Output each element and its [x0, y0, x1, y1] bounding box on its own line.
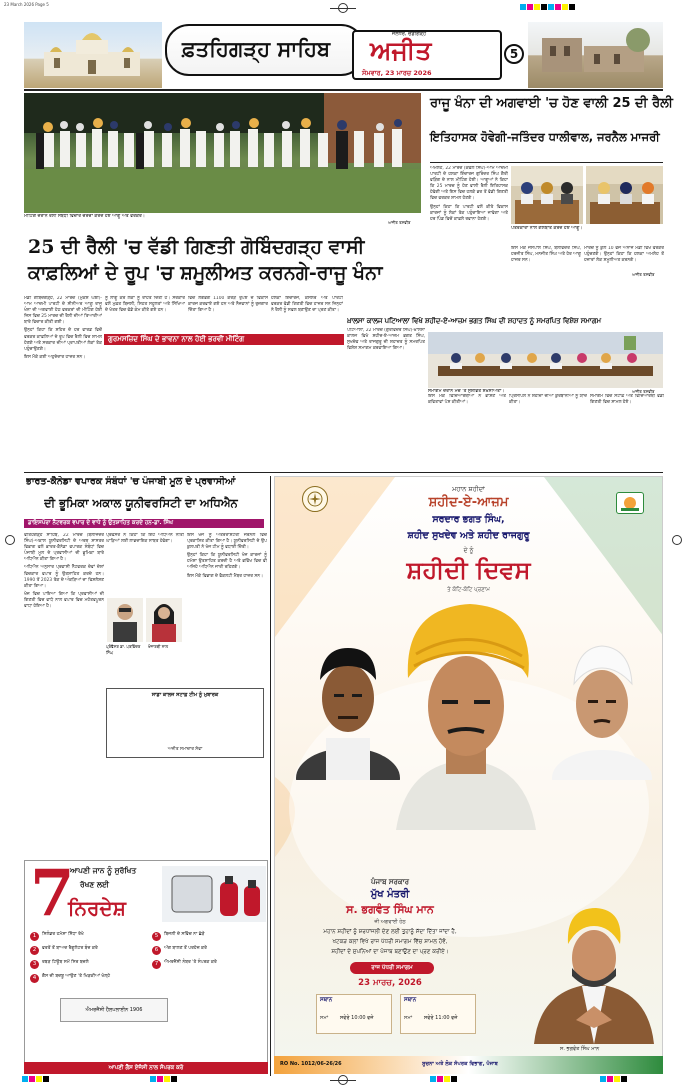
khalsa-credit: ਅਜੀਤ ਤਸਵੀਰ — [632, 389, 655, 394]
ad-footer: ਸੂਚਨਾ ਅਤੇ ਲੋਕ ਸੰਪਰਕ ਵਿਭਾਗ, ਪੰਜਾਬ — [422, 1061, 498, 1067]
left-story-photo-caption-2: ਖੋਜਾਰਥੀ ਨਾਲ — [148, 644, 169, 649]
right-story-column-1: ਅਮਲੋਹ, 22 ਮਾਰਚ (ਕੇਵਲ ਸਿੰਘ)-ਆਮ ਆਦਮੀ ਪਾਰਟੀ ਦੇ ਹਲਕਾ ਇੰਚਾਰਜ ਗੁਰਿੰਦਰ ਸਿੰਘ ਗੈਰੀ ਵੜਿੰਗ ਦੇ ਨਾਲ ਮੀਟਿੰਗ ਹੋਈ। ਆਗੂਆਂ ਨੇ ਕਿਹਾ ਕਿ 25 ਮਾਰਚ ਨੂੰ ਹੋਣ ਵਾਲੀ ਰੈਲੀ ਇਤਿਹਾਸਕ ਹੋਵੇਗੀ ਅਤੇ ਇਸ ਵਿਚ ਹਲਕੇ ਭਰ ਤੋਂ ਵੱਡੀ ਗਿਣਤੀ ਵਿਚ ਵਰਕਰ ਸ਼ਾਮਲ ਹੋਣਗੇ। ਉਨ੍ਹਾਂ ਕਿਹਾ ਕਿ ਪਾਰਟੀ ਵਲੋਂ ਕੀਤੇ ਵਿਕਾਸ ਕਾਰਜਾਂ ਨੂੰ ਲੋਕਾਂ ਤੱਕ ਪਹੁੰਚਾਇਆ ਜਾਵੇਗਾ ਅਤੇ ਹਰ ਪਿੰਡ ਵਿਚੋਂ ਕਾਫ਼ਲੇ ਰਵਾਨਾ ਹੋਣਗੇ। — [430, 166, 508, 222]
left-story-column-2: ਪ੍ਰੋਫੈਸਰ ਨੇ ਕਿਹਾ ਕਿ ਇਹ ਅਧਿਐਨ ਨੀਤੀ ਘਾੜਿਆਂ ਲਈ ਲਾਭਦਾਇਕ ਸਾਬਤ ਹੋਵੇਗਾ। — [106, 533, 184, 545]
portrait-sukhdev — [552, 640, 652, 780]
left-column-divider — [270, 476, 271, 1076]
safety-item: 6 ਅੱਗ ਬਾਲਣ ਤੋਂ ਪਰਹੇਜ਼ ਕਰੋ — [152, 946, 264, 955]
ad-invite: ਜੀ ਅਗਵਾਈ ਹੇਠ — [374, 919, 406, 925]
section-rule — [24, 472, 663, 473]
ad-venue-time-1: ਸਵੇਰੇ 10:00 ਵਜੇ — [340, 1015, 374, 1021]
ad-line-1: ਸ਼ਹੀਦ-ਏ-ਆਜ਼ਮ — [428, 495, 509, 510]
ad-cm-label: ਮੁੱਖ ਮੰਤਰੀ — [370, 889, 410, 900]
right-story-photo-1 — [511, 166, 583, 224]
left-story-notice-title: ਸਾਡਾ ਕਾਲਜ ਸਟਾਫ਼ ਟੀਮ ਨੂੰ ਮੁਬਾਰਕ — [151, 692, 219, 698]
ad-venue-time-label-1: ਸਮਾਂ — [320, 1015, 329, 1021]
color-bar — [520, 4, 576, 10]
left-story-column-1: ਫਤਿਹਗੜ੍ਹ ਸਾਹਿਬ, 22 ਮਾਰਚ (ਬਲਜਿੰਦਰ ਸਿੰਘ)-ਅਕਾਲ ਯੂਨੀਵਰਸਿਟੀ ਦੇ ਅਰਥ ਸ਼ਾਸਤਰ ਵਿਭਾਗ ਵਲੋਂ ਭਾਰਤ-ਕੈਨੇਡਾ ਵਪਾਰਕ ਸੰਬੰਧਾਂ ਵਿਚ ਪੰਜਾਬੀ ਮੂਲ ਦੇ ਪ੍ਰਵਾਸੀਆਂ ਦੀ ਭੂਮਿਕਾ ਬਾਰੇ ਅਧਿਐਨ ਕੀਤਾ ਗਿਆ ਹੈ। ਅਧਿਐਨ ਅਨੁਸਾਰ ਪ੍ਰਵਾਸੀ ਨੈੱਟਵਰਕ ਦੋਵਾਂ ਦੇਸ਼ਾਂ ਵਿਚਕਾਰ ਵਪਾਰ ਨੂੰ ਉਤਸ਼ਾਹਿਤ ਕਰਦੇ ਹਨ। 1990 ਤੋਂ 2023 ਤੱਕ ਦੇ ਅੰਕੜਿਆਂ ਦਾ ਵਿਸ਼ਲੇਸ਼ਣ ਕੀਤਾ ਗਿਆ। ਖੋਜ ਵਿਚ ਪਾਇਆ ਗਿਆ ਕਿ ਪ੍ਰਵਾਸੀਆਂ ਦੀ ਗਿਣਤੀ ਵਿਚ ਵਾਧੇ ਨਾਲ ਵਪਾਰ ਵਿਚ ਮਹੱਤਵਪੂਰਨ ਵਾਧਾ ਹੋਇਆ ਹੈ। — [24, 533, 104, 610]
right-story-column-2: ਇਸ ਮੌਕੇ ਜਸਪਾਲ ਸਿੰਘ, ਬਲਵਿੰਦਰ ਸਿੰਘ, ਹਰਜੀਤ ਸਿੰਘ, ਮਨਜੀਤ ਸਿੰਘ ਅਤੇ ਹੋਰ ਆਗੂ ਹਾਜ਼ਰ ਸਨ। — [511, 246, 581, 264]
khalsa-column-4: ਸਮਾਗਮ ਵਿਚ ਸਟਾਫ਼ ਅਤੇ ਵਿਦਿਆਰਥੀ ਵੱਡੀ ਗਿਣਤੀ ਵਿਚ ਸ਼ਾਮਲ ਹੋਏ। — [590, 394, 664, 406]
page-number-badge: 5 — [504, 44, 524, 64]
right-story-credit: ਅਜੀਤ ਤਸਵੀਰ — [632, 272, 655, 277]
section-title: ਫ਼ਤਹਿਗੜ੍ਹ ਸਾਹਿਬ — [182, 36, 331, 61]
lead-photo — [24, 93, 421, 213]
khalsa-photo — [428, 332, 663, 388]
right-story-rule — [430, 162, 663, 163]
safety-item: 3 ਰਬੜ ਟਿਊਬ ਸਮੇਂ ਸਿਰ ਬਦਲੋ — [30, 960, 138, 969]
issue-date: ਸੋਮਵਾਰ, 23 ਮਾਰਚ 2026 — [362, 69, 432, 77]
khalsa-photo-caption: ਸਮਾਗਮ ਦੌਰਾਨ ਮੰਚ 'ਤੇ ਸੁਸ਼ੋਭਿਤ ਸ਼ਖ਼ਸੀਅਤਾਂ। — [428, 389, 505, 394]
safety-ad-number: 7 — [30, 856, 75, 931]
ad-event-badge: ਰਾਜ ਪੱਧਰੀ ਸਮਾਗਮ — [350, 962, 434, 974]
ad-line-2: ਸਰਦਾਰ ਭਗਤ ਸਿੰਘ, — [432, 514, 505, 525]
main-story-column-2: ਨੂੰ ਲਾਗੂ ਕਰ ਲੋਕਾਂ ਨੂੰ ਰਾਹਤ ਦਿੱਤੀ ਹੈ। ਸਰਕਾਰ ਵਲੋਂ ਮੁਫ਼ਤ ਬਿਜਲੀ, ਸਿਹਤ ਸਹੂਲਤਾਂ ਅਤੇ ਸਿੱਖਿਆ ਦੇ ਖੇਤਰ ਵਿਚ ਵੱਡੇ ਕੰਮ ਕੀਤੇ ਗਏ ਹਨ। — [105, 296, 185, 314]
safety-ad-top-line-2: ਰੱਖਣ ਲਈ — [80, 880, 109, 889]
left-story-column-3: ਇਸ ਖੋਜ ਨੂੰ ਅੰਤਰਰਾਸ਼ਟਰੀ ਜਰਨਲ ਵਿਚ ਪ੍ਰਕਾਸ਼ਿਤ ਕੀਤਾ ਗਿਆ ਹੈ। ਯੂਨੀਵਰਸਿਟੀ ਦੇ ਉਪ ਕੁਲਪਤੀ ਨੇ ਖੋਜ ਟੀਮ ਨੂੰ ਵਧਾਈ ਦਿੱਤੀ। ਉਨ੍ਹਾਂ ਕਿਹਾ ਕਿ ਯੂਨੀਵਰਸਿਟੀ ਖੋਜ ਕਾਰਜਾਂ ਨੂੰ ਹਮੇਸ਼ਾ ਉਤਸ਼ਾਹਿਤ ਕਰਦੀ ਹੈ ਅਤੇ ਭਵਿੱਖ ਵਿਚ ਵੀ ਅਜਿਹੇ ਅਧਿਐਨ ਜਾਰੀ ਰਹਿਣਗੇ। ਇਸ ਮੌਕੇ ਵਿਭਾਗ ਦੇ ਫੈਕਲਟੀ ਮੈਂਬਰ ਹਾਜ਼ਰ ਸਨ। — [187, 533, 267, 579]
left-story-photo-caption-1: ਪ੍ਰੋਫੈਸਰ ਡਾ. ਪਰਵਿੰਦਰ ਸਿੰਘ — [106, 644, 141, 655]
ad-venue-time-2: ਸਵੇਰੇ 11:00 ਵਜੇ — [424, 1015, 458, 1021]
ad-venue-label-2: ਸਥਾਨ — [404, 997, 417, 1003]
ad-line-4: ਦੇ ਨੂੰ — [463, 547, 474, 554]
khalsa-column-2: ਇਸ ਮੌਕੇ ਵਿਦਿਆਰਥੀਆਂ ਨੇ ਭਾਸ਼ਣ ਅਤੇ ਕਵਿਤਾਵਾਂ ਪੇਸ਼ ਕੀਤੀਆਂ। — [428, 394, 506, 406]
registration-line — [330, 1080, 356, 1081]
header-rule — [24, 89, 663, 91]
header-left-photo — [24, 22, 162, 88]
ad-invite-text-3: ਸ਼ਹੀਦਾਂ ਦੇ ਸੁਪਨਿਆਂ ਦਾ ਪੰਜਾਬ ਬਣਾਉਣ ਦਾ ਪ੍ਰਣ ਕਰੀਏ। — [331, 949, 449, 955]
safety-ad-top-line-1: ਆਪਣੀ ਜਾਨ ਨੂੰ ਸੁਰੱਖਿਤ — [70, 866, 137, 875]
left-story-headline-1: ਭਾਰਤ-ਕੈਨੇਡਾ ਵਪਾਰਕ ਸੰਬੰਧਾਂ 'ਚ ਪੰਜਾਬੀ ਮੂਲ ਦੇ ਪ੍ਰਵਾਸੀਆਂ — [26, 476, 236, 487]
right-story-headline-1: ਰਾਜੂ ਖੰਨਾ ਦੀ ਅਗਵਾਈ 'ਚ ਹੋਣ ਵਾਲੀ 25 ਦੀ ਰੈਲੀ — [430, 96, 673, 111]
main-story-column-4: ਹਲਕਾ ਇੰਚਾਰਜ, ਕੌਂਸਲਰ ਅਤੇ ਪਾਰਟੀ ਵਰਕਰ ਵੱਡੀ ਗਿਣਤੀ ਵਿਚ ਹਾਜ਼ਰ ਸਨ ਜਿਨ੍ਹਾਂ ਨੇ ਰੈਲੀ ਨੂੰ ਸਫਲ ਬਣਾਉਣ ਦਾ ਪ੍ਰਣ ਕੀਤਾ। — [271, 296, 343, 314]
ad-event-date: 23 ਮਾਰਚ, 2026 — [358, 978, 422, 988]
cylinder-illustration — [162, 866, 266, 922]
registration-mark — [5, 535, 15, 545]
ad-govt: ਪੰਜਾਬ ਸਰਕਾਰ — [370, 878, 409, 886]
left-story-headline-2: ਦੀ ਭੂਮਿਕਾ ਅਕਾਲ ਯੂਨੀਵਰਸਿਟੀ ਦਾ ਅਧਿਐਨ — [44, 496, 238, 510]
right-story-headline-2: ਇਤਿਹਾਸਕ ਹੋਵੇਗੀ-ਜਤਿੰਦਰ ਧਾਲੀਵਾਲ, ਜਰਨੈਲ ਮਾਜਰੀ — [430, 130, 660, 144]
safety-item: 7 ਐਮਰਜੈਂਸੀ ਨੰਬਰ 'ਤੇ ਸੰਪਰਕ ਕਰੋ — [152, 960, 264, 969]
ad-venue-time-label-2: ਸਮਾਂ — [404, 1015, 413, 1021]
ad-title: ਸ਼ਹੀਦੀ ਦਿਵਸ — [406, 556, 531, 584]
left-story-notice-footer: ਅਜੀਤ ਸਮਾਚਾਰ ਸੇਵਾ — [167, 747, 203, 752]
main-story-column-3: ਵਿਚ ਲਗਭਗ 1100 ਕਰੋੜ ਰੁਪਏ ਦੇ ਵਿਕਾਸ ਕਾਰਜ ਕਰਵਾਏ ਗਏ ਹਨ ਅਤੇ ਨੌਜਵਾਨਾਂ ਨੂੰ ਰੁਜ਼ਗਾਰ ਦਿੱਤਾ ਗਿਆ ਹੈ। — [188, 296, 268, 314]
ad-kicker: ਮਹਾਨ ਸ਼ਹੀਦਾਂ — [452, 485, 485, 493]
ad-venue-label-1: ਸਥਾਨ — [320, 997, 333, 1003]
safety-ad-helpline: ਐਮਰਜੈਂਸੀ ਹੈਲਪਲਾਈਨ 1906 — [60, 998, 168, 1022]
ad-line-3: ਸ਼ਹੀਦ ਸੁਖਦੇਵ ਅਤੇ ਸ਼ਹੀਦ ਰਾਜਗੁਰੂ — [407, 530, 530, 541]
ad-cm-name: ਸ. ਭਗਵੰਤ ਸਿੰਘ ਮਾਨ — [346, 903, 434, 916]
ad-title-sub: ਤੇ ਕੋਟਿ-ਕੋਟਿ ਪ੍ਰਣਾਮ — [447, 587, 490, 593]
lead-photo-credit: ਅਜੀਤ ਤਸਵੀਰ — [388, 220, 411, 225]
color-bar — [150, 1076, 178, 1082]
khalsa-column-1: ਪਟਿਆਲਾ, 22 ਮਾਰਚ (ਗੁਰਵਿੰਦਰ ਸਿੰਘ)-ਖ਼ਾਲਸਾ ਕਾਲਜ ਵਿਖੇ ਸ਼ਹੀਦ-ਏ-ਆਜ਼ਮ ਭਗਤ ਸਿੰਘ, ਸੁਖਦੇਵ ਅਤੇ ਰਾਜਗੁਰੂ ਦੀ ਸ਼ਹਾਦਤ ਨੂੰ ਸਮਰਪਿਤ ਵਿਸ਼ੇਸ਼ ਸਮਾਗਮ ਕਰਵਾਇਆ ਗਿਆ। — [347, 328, 425, 352]
color-bar — [22, 1076, 50, 1082]
left-story-photo-1 — [107, 598, 143, 642]
cm-portrait — [530, 902, 658, 1044]
color-bar — [600, 1076, 628, 1082]
ad-invite-text-1: ਮਹਾਨ ਸ਼ਹੀਦਾਂ ਨੂੰ ਸ਼ਰਧਾਂਜਲੀ ਦੇਣ ਲਈ ਤੁਹਾਨੂੰ ਸੱਦਾ ਦਿੱਤਾ ਜਾਂਦਾ ਹੈ, — [323, 929, 457, 935]
right-story-column-3: ਮਾਰਚ ਨੂੰ ਕੁਲ 10 ਵਜੇ ਅਨਾਜ ਮੰਡੀ ਵਿਖੇ ਵਰਕਰ ਪਹੁੰਚਣਗੇ। ਉਨ੍ਹਾਂ ਕਿਹਾ ਕਿ ਹਲਕਾ ਅਮਲੋਹ ਤੋਂ ਹਜ਼ਾਰਾਂ ਲੋਕ ਸ਼ਮੂਲੀਅਤ ਕਰਨਗੇ। — [584, 246, 664, 264]
portrait-bhagat-singh — [386, 594, 546, 830]
ad-invite-text-2: ਖਟਕੜ ਕਲਾਂ ਵਿਖੇ ਰਾਜ ਪੱਧਰੀ ਸਮਾਗਮ ਵਿੱਚ ਸ਼ਾਮਲ ਹੋਵੋ, — [332, 939, 448, 945]
ad-ro-number: RO No. 1012/06-26/26 — [280, 1061, 342, 1067]
color-bar — [430, 1076, 458, 1082]
right-story-photo-caption: ਪੱਤਰਕਾਰਾਂ ਨਾਲ ਗੱਲਬਾਤ ਕਰਦੇ ਹੋਏ ਆਗੂ। — [511, 226, 583, 231]
left-story-photo-2 — [146, 598, 182, 642]
portrait-rajguru — [296, 640, 400, 780]
registration-mark — [672, 535, 682, 545]
main-story-headline-2: ਕਾਫ਼ਲਿਆਂ ਦੇ ਰੂਪ 'ਚ ਸ਼ਮੂਲੀਅਤ ਕਰਨਗੇ-ਰਾਜੂ ਖੰਨਾ — [28, 262, 383, 284]
print-slug: 23 March 2026 Page 5 — [4, 2, 49, 7]
header-right-photo — [528, 22, 663, 88]
safety-item: 2 ਵਰਤੋਂ ਤੋਂ ਬਾਅਦ ਰੈਗੂਲੇਟਰ ਬੰਦ ਕਰੋ — [30, 946, 138, 955]
safety-item: 4 ਗੈਸ ਦੀ ਬਦਬੂ ਆਉਣ 'ਤੇ ਖਿੜਕੀਆਂ ਖੋਲ੍ਹੋ — [30, 974, 138, 983]
main-story-subhead: ਗੁਰਮਸਜ਼ਿਦ ਸਿੰਘ ਦੇ ਭਾਵਨਾ ਨਾਲ ਹੋਈ ਭਰਵੀਂ ਮੀਟਿੰਗ — [104, 334, 344, 345]
khalsa-column-3: ਪ੍ਰਿੰਸੀਪਲ ਨੇ ਸ਼ਹੀਦਾਂ ਦੀਆਂ ਕੁਰਬਾਨੀਆਂ ਨੂੰ ਯਾਦ ਕੀਤਾ। — [509, 394, 587, 406]
left-story-subhead: ਡਾਇਸਪੋਰਾ ਨੈੱਟਵਰਕ ਵਪਾਰ ਦੇ ਵਾਧੇ ਨੂੰ ਉਤਸ਼ਾਹਿਤ ਕਰਦੇ ਹਨ-ਡਾ. ਸਿੰਘ — [24, 519, 264, 528]
masthead-logo: ਅਜੀਤ — [370, 36, 432, 65]
main-story-headline-1: 25 ਦੀ ਰੈਲੀ 'ਚ ਵੱਡੀ ਗਿਣਤੀ ਗੋਬਿੰਦਗੜ੍ਹ ਵਾਸੀ — [28, 236, 365, 258]
safety-item: 5 ਬਿਜਲੀ ਦੇ ਸਵਿੱਚ ਨਾ ਛੇੜੋ — [152, 932, 264, 941]
main-story-column-1: ਮੰਡੀ ਗੋਬਿੰਦਗੜ੍ਹ, 22 ਮਾਰਚ (ਮੁਕੇਸ਼ ਘਈ)-ਆਮ ਆਦਮੀ ਪਾਰਟੀ ਦੇ ਸੀਨੀਅਰ ਆਗੂ ਰਾਜੂ ਖੰਨਾ ਦੀ ਅਗਵਾਈ ਹੇਠ ਵਰਕਰਾਂ ਦੀ ਮੀਟਿੰਗ ਹੋਈ ਜਿਸ ਵਿਚ 25 ਮਾਰਚ ਦੀ ਰੈਲੀ ਦੀਆਂ ਤਿਆਰੀਆਂ ਬਾਰੇ ਵਿਚਾਰ ਕੀਤੀ ਗਈ। ਉਨ੍ਹਾਂ ਕਿਹਾ ਕਿ ਸ਼ਹਿਰ ਦੇ ਹਰ ਵਾਰਡ ਵਿਚੋਂ ਵਰਕਰ ਕਾਫ਼ਲਿਆਂ ਦੇ ਰੂਪ ਵਿਚ ਰੈਲੀ ਵਿਚ ਸ਼ਾਮਲ ਹੋਣਗੇ ਅਤੇ ਸਰਕਾਰ ਦੀਆਂ ਪ੍ਰਾਪਤੀਆਂ ਲੋਕਾਂ ਤੱਕ ਪਹੁੰਚਾਉਣਗੇ। ਇਸ ਮੌਕੇ ਕਈ ਅਹੁਦੇਦਾਰ ਹਾਜ਼ਰ ਸਨ। — [24, 296, 102, 360]
safety-ad-footer: ਆਪਣੀ ਗੈਸ ਏਜੰਸੀ ਨਾਲ ਸੰਪਰਕ ਕਰੋ — [24, 1062, 268, 1074]
safety-item: 1 ਸਿਲੰਡਰ ਹਮੇਸ਼ਾ ਸਿੱਧਾ ਰੱਖੋ — [30, 932, 138, 941]
khalsa-headline: ਖ਼ਾਲਸਾ ਕਾਲਜ ਪਟਿਆਲਾ ਵਿਖੇ ਸ਼ਹੀਦ-ਏ-ਆਜ਼ਮ ਭਗਤ ਸਿੰਘ ਦੀ ਸ਼ਹਾਦਤ ਨੂੰ ਸਮਰਪਿਤ ਵਿਸ਼ੇਸ਼ ਸਮਾਗਮ — [347, 317, 601, 325]
registration-line — [330, 8, 356, 9]
right-story-photo-2 — [586, 166, 663, 224]
cm-portrait-caption: ਸ. ਭਗਵੰਤ ਸਿੰਘ ਮਾਨ — [560, 1046, 600, 1052]
lead-photo-caption: ਮੀਟਿੰਗ ਦੌਰਾਨ ਰੈਲੀ ਸਬੰਧੀ ਵਿਚਾਰ ਚਰਚਾ ਕਰਦੇ ਹੋਏ ਆਗੂ ਅਤੇ ਵਰਕਰ। — [24, 214, 145, 219]
safety-ad-title: ਨਿਰਦੇਸ਼ — [68, 896, 126, 920]
edition-label: ਜਲੰਧਰ, ਚੰਡੀਗੜ੍ਹ — [392, 31, 427, 37]
